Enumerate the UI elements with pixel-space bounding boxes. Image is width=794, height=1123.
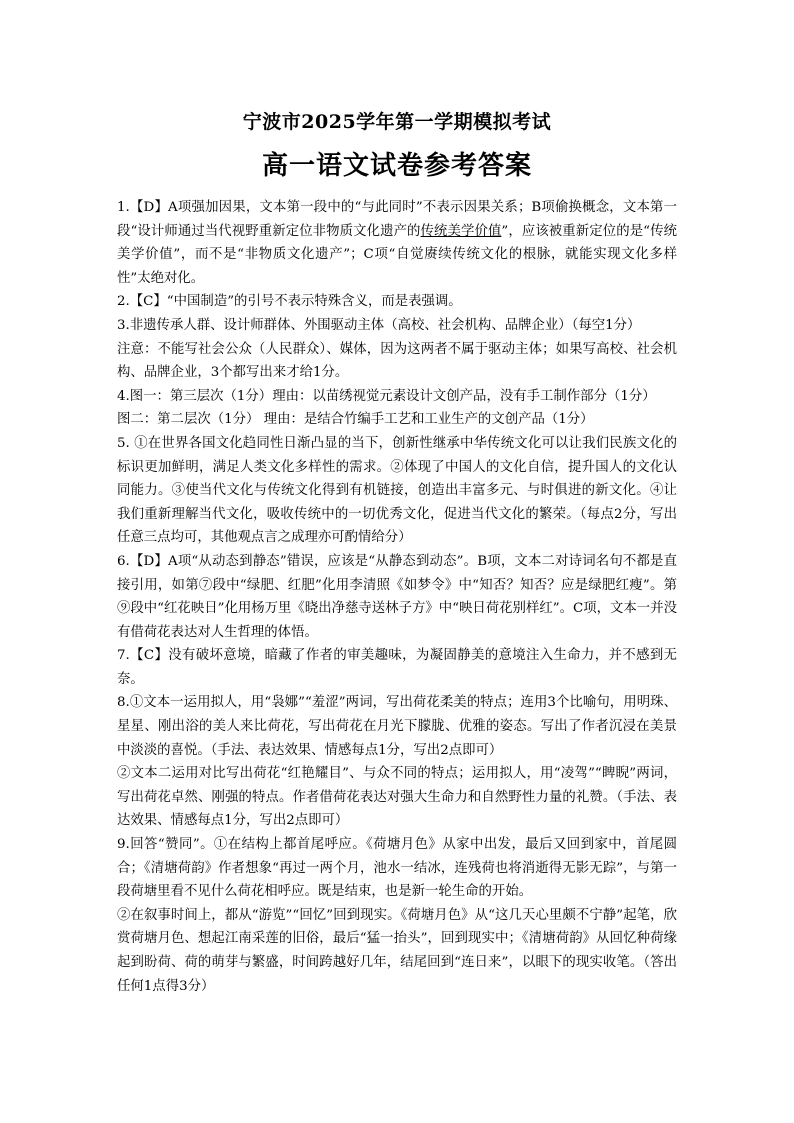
answer-q1-underlined: 传统美学价值 [420, 223, 502, 239]
answer-q4-figure1: 4.图一：第三层次（1分）理由：以苗绣视觉元素设计文创产品，没有手工制作部分（1分） [117, 388, 656, 404]
answer-q6: 6.【D】A项“从动态到静态”错误，应该是“从静态到动态”。B项，文本二对诗词名句不都是直接引用，如第⑦段中“绿肥、红肥”化用李清照《如梦令》中“知否？知否？应是绿肥红瘦”。第⑨段中“红花映日”化用杨万里《晓出净慈寺送林子方》中“映日荷花别样红”。C项，文本一并没有借荷花表达对人生哲理的体悟。 [117, 553, 677, 640]
answer-q1 [117, 196, 677, 290]
answer-q7: 7.【C】没有破坏意境，暗藏了作者的审美趣味，为凝固静美的意境注入生命力，并不感到无奈。 [117, 648, 677, 687]
answer-q1-text-end: ”，应该被重新定位的是“传统美学价值”，而不是“非物质文化遗产”；C项“自觉赓续传统文化的根脉，就能实现文化多样性”太绝对化。 [117, 223, 677, 286]
answer-q4-figure2: 图二：第二层次（1分） 理由：是结合竹编手工艺和工业生产的文创产品（1分） [117, 412, 594, 428]
answer-key-title: 高一语文试卷参考答案 [261, 151, 532, 181]
answer-q1-text: 1.【D】A项强加因果，文本第一段中的“与此同时”不表示因果关系；B项偷换概念，文本第一段“设计师通过当代视野重新定位非物质文化遗产的 [117, 200, 677, 239]
answer-q2: 2.【C】“中国制造”的引号不表示特殊含义，而是表强调。 [117, 294, 462, 310]
answer-q8-part2: ②文本二运用对比写出荷花“红艳耀目”、与众不同的特点；运用拟人，用“凌驾”“睥睨”两词，写出荷花卓然、刚强的特点。作者借荷花表达对强大生命力和自然野性力量的礼赞。（手法、表达效果、情感每点1分，写出2点即可） [117, 766, 677, 829]
answer-q3: 3.非遗传承人群、设计师群体、外围驱动主体（高校、社会机构、品牌企业）（每空1分） [117, 317, 641, 333]
answer-q9-part2: ②在叙事时间上，都从“游览”“回忆”回到现实。《荷塘月色》从“这几天心里颇不宁静”起笔，欣赏荷塘月色、想起江南采莲的旧俗，最后“猛一抬头”，回到现实中；《清塘荷韵》从回忆种荷缘起到盼荷、荷的萌芽与繁盛，时间跨越好几年，结尾回到“连日来”，以眼下的现实收笔。（答出任何1点得3分） [117, 907, 677, 994]
answer-q9-part1: 9.回答“赞同”。①在结构上都首尾呼应。《荷塘月色》从家中出发，最后又回到家中，首尾圆合；《清塘荷韵》作者想象“再过一两个月，池水一结冰，连残荷也将消逝得无影无踪”，与第一段荷塘里看不见什么荷花相呼应。既是结束，也是新一轮生命的开始。 [117, 837, 677, 900]
exam-title: 宁波市2025学年第一学期模拟考试 [242, 111, 552, 133]
answer-q3-note: 注意：不能写社会公众（人民群众）、媒体，因为这两者不属于驱动主体；如果写高校、社会机构、品牌企业，3个都写出来才给1分。 [117, 341, 677, 381]
answer-body [117, 196, 677, 998]
answer-q8-part1: 8.①文本一运用拟人，用“袅娜”“羞涩”两词，写出荷花柔美的特点；连用3个比喻句，用明珠、星星、刚出浴的美人来比荷花，写出荷花在月光下朦胧、优雅的姿态。写出了作者沉浸在美景中淡淡的喜悦。（手法、表达效果、情感每点1分，写出2点即可） [117, 695, 677, 758]
answer-q5: 5. ①在世界各国文化趋同性日渐凸显的当下，创新性继承中华传统文化可以让我们民族文化的标识更加鲜明，满足人类文化多样性的需求。②体现了中国人的文化自信，提升国人的文化认同能力。③使当代文化与传统文化得到有机链接，创造出丰富多元、与时俱进的新文化。④让我们重新理解当代文化，吸收传统中的一切优秀文化，促进当代文化的繁荣。（每点2分，写出任意三点均可，其他观点言之成理亦可酌情给分） [117, 435, 677, 546]
